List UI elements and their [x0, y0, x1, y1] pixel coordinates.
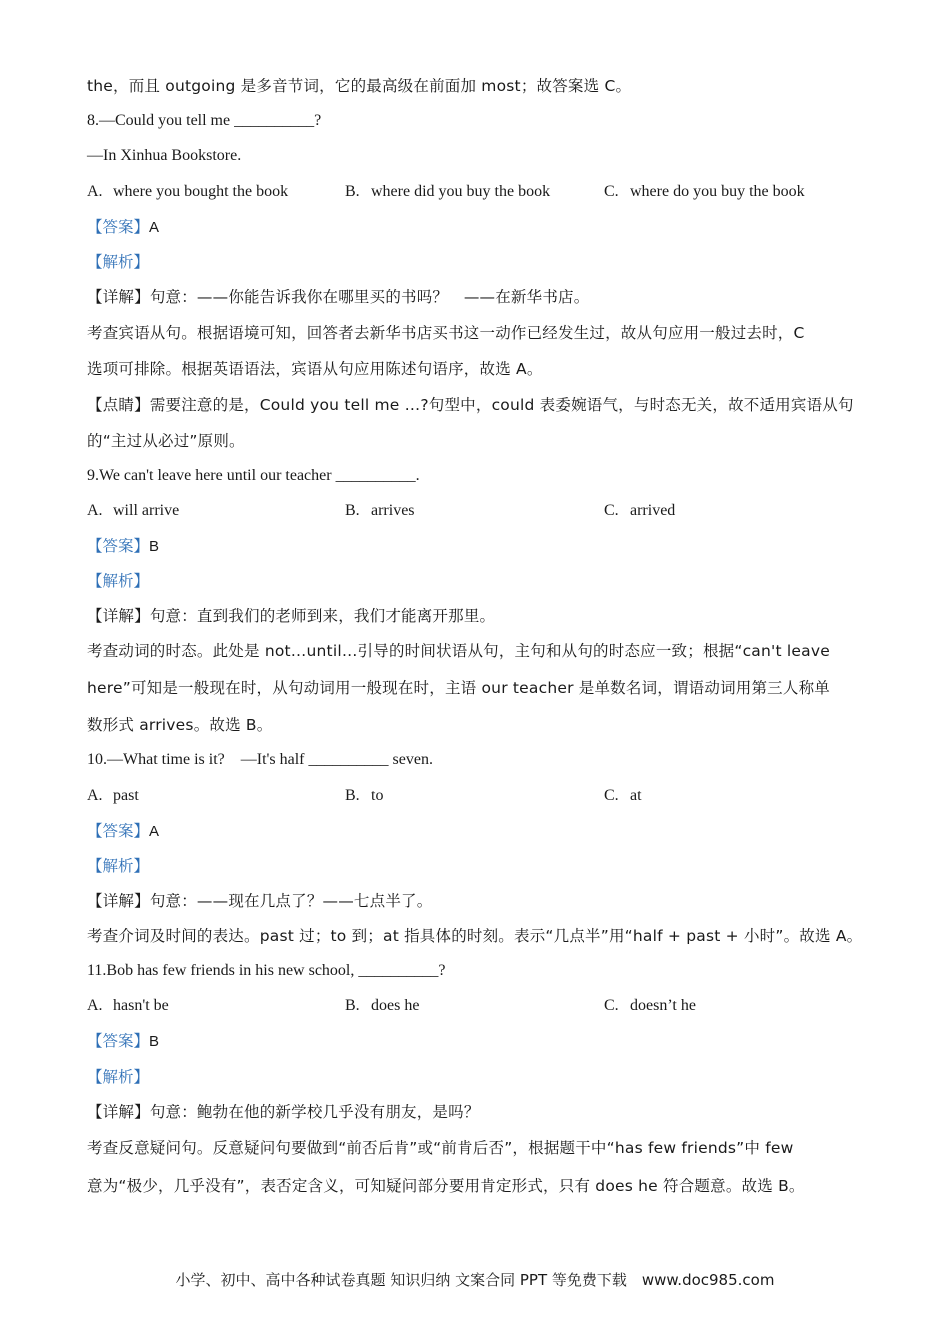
- tip-tag: 【点睛】: [87, 396, 150, 414]
- detail-text: 句意：——现在几点了？——七点半了。: [149, 892, 433, 910]
- answer-line: [87, 1031, 159, 1052]
- option-a: [87, 182, 288, 202]
- explanation-line: 数形式 arrives。故选 B。: [87, 716, 273, 734]
- analysis-tag: 【解析】: [87, 253, 150, 271]
- detail-text: 句意：直到我们的老师到来，我们才能离开那里。: [149, 607, 496, 625]
- option-letter: B.: [345, 502, 360, 519]
- analysis-line: [87, 1067, 149, 1088]
- detail-tag: 【详解】: [87, 1103, 150, 1121]
- detail-line: [87, 287, 589, 307]
- explanation-line: 选项可排除。根据英语语法，宾语从句应用陈述句语序，故选 A。: [87, 360, 543, 378]
- option-b: [345, 501, 415, 521]
- option-text: hasn't be: [113, 997, 169, 1014]
- answer-line: [87, 217, 159, 238]
- analysis-tag: 【解析】: [87, 572, 150, 590]
- option-c: [604, 182, 805, 202]
- option-a: [87, 786, 139, 806]
- option-text: to: [371, 787, 384, 804]
- option-letter: C.: [604, 997, 619, 1014]
- question-8: 8.—Could you tell me __________?: [87, 112, 322, 129]
- analysis-tag: 【解析】: [87, 1068, 150, 1086]
- explanation-line: 考查反意疑问句。反意疑问句要做到“前否后肯”或“前肯后否”，根据题干中“has few friends”中 few: [87, 1139, 794, 1157]
- explanation-line: 考查介词及时间的表达。past 过；to 到；at 指具体的时刻。表示“几点半”用“half + past + 小时”。故选 A。: [87, 927, 863, 945]
- option-letter: A.: [87, 787, 103, 804]
- answer-tag: 【答案】: [87, 1032, 150, 1050]
- option-c: [604, 996, 696, 1016]
- answer-value: B: [149, 1033, 160, 1050]
- explanation-line: 意为“极少，几乎没有”，表否定含义，可知疑问部分要用肯定形式，只有 does he 符合题意。故选 B。: [87, 1177, 805, 1195]
- option-letter: C.: [604, 787, 619, 804]
- option-letter: A.: [87, 502, 103, 519]
- explanation-line: here”可知是一般现在时，从句动词用一般现在时，主语 our teacher 是单数名词，谓语动词用第三人称单: [87, 679, 830, 697]
- answer-value: A: [149, 823, 160, 840]
- analysis-line: [87, 252, 149, 273]
- answer-line: [87, 821, 159, 842]
- option-text: where did you buy the book: [371, 183, 551, 200]
- option-letter: B.: [345, 997, 360, 1014]
- explanation-line: 考查动词的时态。此处是 not…until…引导的时间状语从句，主句和从句的时态应一致；根据“can't leave: [87, 642, 830, 660]
- option-letter: A.: [87, 997, 103, 1014]
- detail-line: [87, 606, 495, 626]
- option-letter: C.: [604, 183, 619, 200]
- answer-value: B: [149, 538, 160, 555]
- detail-line: [87, 891, 432, 911]
- answer-value: A: [149, 219, 160, 236]
- option-b: [345, 786, 383, 806]
- option-text: doesn’t he: [630, 997, 696, 1014]
- option-a: [87, 996, 169, 1016]
- option-text: where you bought the book: [113, 183, 289, 200]
- tip-text: 需要注意的是，Could you tell me …?句型中，could 表委婉语气，与时态无关，故不适用宾语从句: [149, 396, 854, 414]
- detail-tag: 【详解】: [87, 892, 150, 910]
- answer-line: [87, 536, 159, 557]
- option-c: [604, 786, 642, 806]
- question-8-reply: —In Xinhua Bookstore.: [87, 147, 242, 164]
- option-letter: A.: [87, 183, 103, 200]
- option-text: does he: [371, 997, 420, 1014]
- detail-line: [87, 1102, 480, 1122]
- option-text: where do you buy the book: [630, 183, 805, 200]
- analysis-tag: 【解析】: [87, 857, 150, 875]
- option-text: past: [113, 787, 139, 804]
- text-line: the，而且 outgoing 是多音节词，它的最高级在前面加 most；故答案选 C。: [87, 77, 632, 95]
- tip-line: 的“主过从必过”原则。: [87, 432, 245, 450]
- answer-tag: 【答案】: [87, 218, 150, 236]
- explanation-line: 考查宾语从句。根据语境可知，回答者去新华书店买书这一动作已经发生过，故从句应用一般过去时，C: [87, 324, 805, 342]
- page-footer: 小学、初中、高中各种试卷真题 知识归纳 文案合同 PPT 等免费下载 www.doc985.com: [175, 1271, 775, 1289]
- option-text: will arrive: [113, 502, 180, 519]
- option-letter: B.: [345, 183, 360, 200]
- option-text: arrives: [371, 502, 415, 519]
- question-9: 9.We can't leave here until our teacher __________.: [87, 467, 420, 484]
- option-b: [345, 996, 419, 1016]
- answer-tag: 【答案】: [87, 537, 150, 555]
- analysis-line: [87, 856, 149, 877]
- option-c: [604, 501, 675, 521]
- detail-text: 句意：——你能告诉我你在哪里买的书吗？ ——在新华书店。: [149, 288, 590, 306]
- detail-text: 句意：鲍勃在他的新学校几乎没有朋友，是吗？: [149, 1103, 480, 1121]
- option-letter: C.: [604, 502, 619, 519]
- detail-tag: 【详解】: [87, 288, 150, 306]
- tip-line: [87, 395, 854, 415]
- question-11: 11.Bob has few friends in his new school, __________?: [87, 962, 446, 979]
- question-10: 10.—What time is it? —It's half __________ seven.: [87, 751, 433, 768]
- detail-tag: 【详解】: [87, 607, 150, 625]
- option-letter: B.: [345, 787, 360, 804]
- option-a: [87, 501, 179, 521]
- analysis-line: [87, 571, 149, 592]
- option-text: arrived: [630, 502, 676, 519]
- option-text: at: [630, 787, 642, 804]
- option-b: [345, 182, 550, 202]
- answer-tag: 【答案】: [87, 822, 150, 840]
